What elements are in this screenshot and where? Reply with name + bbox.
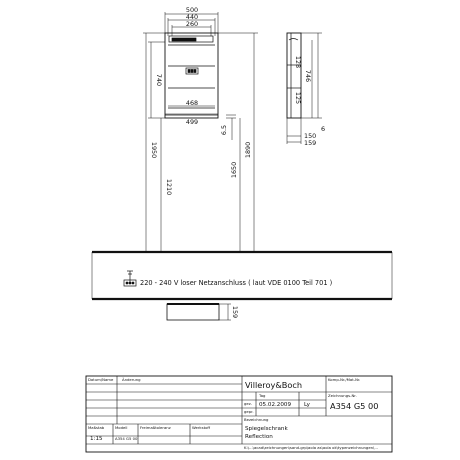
title-block-text (88, 377, 378, 450)
dim-159: 159 (304, 139, 317, 147)
dim-150: 150 (304, 132, 317, 140)
tb-model: A354 G5 00 (115, 436, 138, 441)
dim-6-5: 6.5 (220, 124, 228, 136)
dim-6: 6 (321, 125, 326, 133)
tb-header-tolerance: Freimaßtoleranz (140, 425, 171, 430)
tb-header-day: Tag (259, 393, 266, 398)
tb-designation-line1: Spiegelschrank (245, 426, 288, 432)
front-dimension-lines (143, 12, 258, 252)
tb-date: 05.02.2009 (259, 402, 292, 408)
dim-128: 128 (294, 55, 302, 69)
tb-header-material: Werkstoff (192, 425, 211, 430)
tb-brand: Villeroy&Boch (245, 380, 303, 390)
tb-designation-line2: Reflection (245, 434, 273, 440)
dim-1650: 1650 (230, 161, 238, 179)
tb-header-change: Änderung (122, 377, 141, 382)
tb-drawer: Ly (304, 402, 310, 408)
tb-header-catalog: Komp-Nr./Mat-Nr. (328, 377, 361, 382)
tb-header-designation: Bezeichnung (244, 417, 269, 422)
dim-746: 746 (304, 69, 312, 83)
tb-header-date-name: Datum/Name (88, 377, 114, 382)
wall-band (92, 252, 392, 299)
dim-740: 740 (155, 73, 163, 87)
bottom-light-element (167, 304, 231, 320)
dim-440: 440 (185, 13, 199, 21)
tb-header-checked: gepr. (244, 409, 254, 414)
side-view (287, 33, 322, 144)
tb-header-model: Modell (115, 425, 128, 430)
dim-468: 468 (185, 99, 199, 107)
dim-1890: 1890 (244, 141, 252, 159)
dim-500: 500 (185, 6, 199, 14)
dim-159-bottom: 159 (231, 305, 239, 319)
dim-1210: 1210 (165, 178, 173, 196)
tb-header-drawn: gez. (244, 401, 252, 406)
dim-499: 499 (185, 118, 199, 126)
dim-1950: 1950 (150, 141, 158, 159)
tb-file-path: K:\...\acad\zeichnungen\sand-grp\aola as\aola ok\typenzeichnungen\... (244, 445, 378, 450)
electrical-connection-icon (124, 271, 136, 286)
tb-drawing-number: A354 G5 00 (330, 401, 379, 411)
dim-125: 125 (294, 91, 302, 105)
dim-260: 260 (185, 20, 199, 28)
tb-header-scale: Maßstab (88, 425, 105, 430)
tb-scale: 1:15 (90, 436, 103, 442)
power-connection-note: 220 - 240 V loser Netzanschluss ( laut VDE 0100 Teil 701 ) (140, 279, 333, 287)
tb-header-drawing-no: Zeichnungs-Nr. (328, 393, 357, 398)
side-dimension-labels (294, 56, 325, 147)
